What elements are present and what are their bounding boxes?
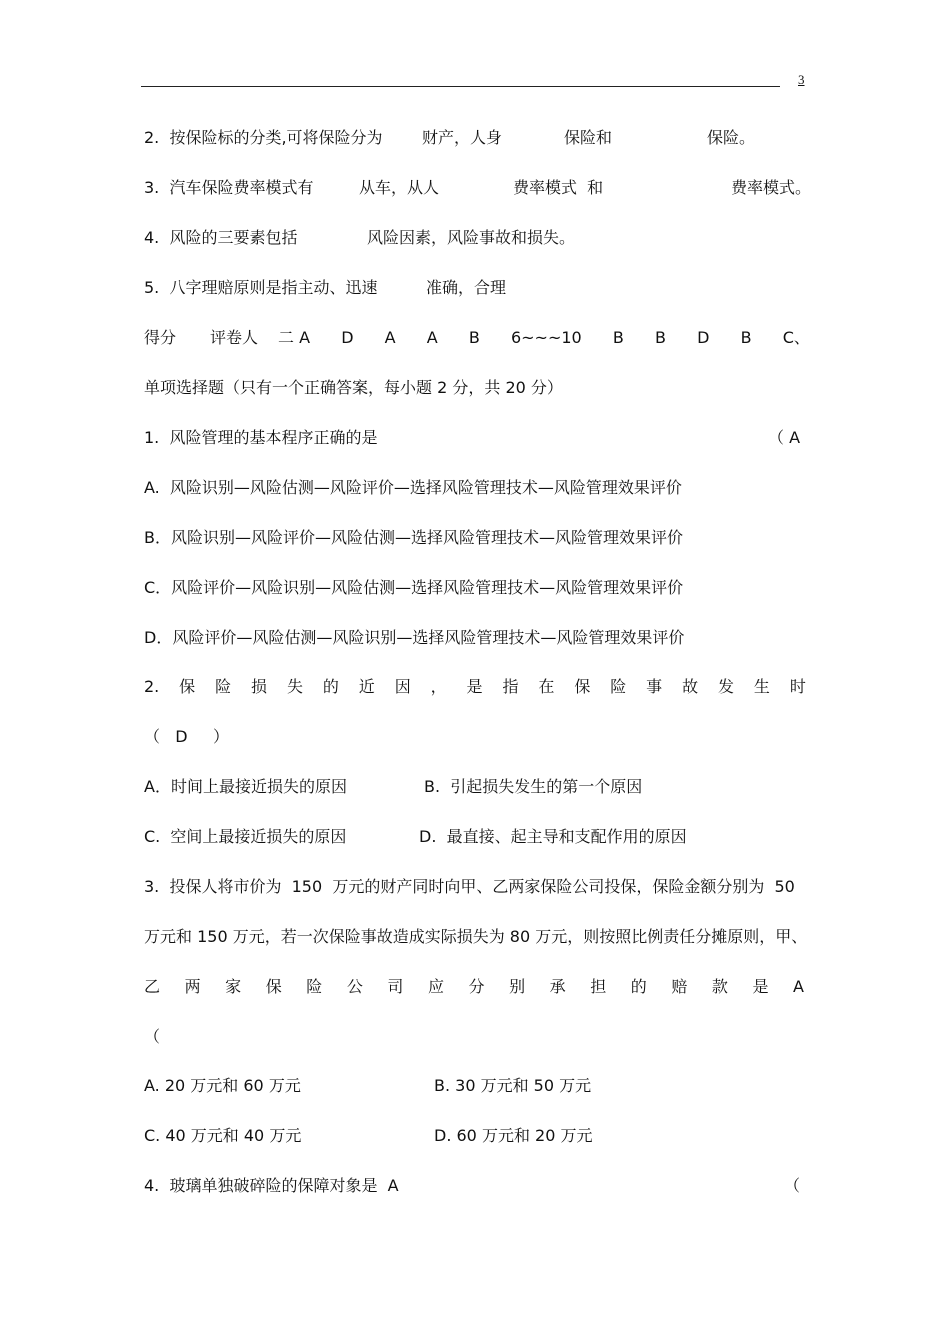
stem-char: 险	[215, 677, 232, 696]
question-3-line-4: （	[144, 1027, 161, 1046]
question-2-option-c: C. 空间上最接近损失的原因	[144, 827, 347, 846]
question-3-line-3	[144, 976, 806, 998]
stem-char: 损	[251, 677, 268, 696]
stem-char: 司	[387, 977, 404, 996]
stem-char: 的	[322, 677, 339, 696]
question-2-answer: （ D ）	[144, 727, 230, 746]
stem-char: 时	[789, 677, 806, 696]
question-3-line-1: 3. 投保人将市价为 150 万元的财产同时向甲、乙两家保险公司投保，保险金额分别为 50	[144, 877, 795, 896]
stem-char: 失	[286, 677, 303, 696]
question-1-stem: 1. 风险管理的基本程序正确的是	[144, 428, 378, 447]
question-2-option-d: D. 最直接、起主导和支配作用的原因	[419, 827, 687, 846]
fill-in-q5: 5. 八字理赔原则是指主动、迅速	[144, 278, 378, 297]
question-3-option-a: A. 20 万元和 60 万元	[144, 1076, 301, 1095]
page-number: 3	[798, 72, 805, 87]
question-1-option-a: A. 风险识别—风险估测—风险评价—选择风险管理技术—风险管理效果评价	[144, 478, 682, 497]
stem-char: 赔	[671, 977, 688, 996]
stem-char: 2.	[144, 677, 160, 696]
grader-label: 评卷人	[210, 328, 259, 347]
question-1-answer: （ A	[768, 428, 801, 447]
stem-char: 险	[610, 677, 627, 696]
stem-char: 指	[502, 677, 519, 696]
stem-char: 因	[394, 677, 411, 696]
fill-in-q2: 2. 按保险标的分类,可将保险分为	[144, 128, 383, 147]
stem-char: 是	[466, 677, 483, 696]
fill-in-q3-answer-1: 从车，从人	[359, 178, 440, 197]
question-2-option-a: A．时间上最接近损失的原因	[144, 777, 347, 796]
stem-char: 分	[468, 977, 485, 996]
stem-char: 险	[306, 977, 323, 996]
stem-char: 乙	[144, 977, 161, 996]
question-1-option-d: D．风险评价—风险估测—风险识别—选择风险管理技术—风险管理效果评价	[144, 628, 685, 647]
stem-char: 别	[509, 977, 526, 996]
stem-char: 款	[711, 977, 728, 996]
question-2-option-b: B. 引起损失发生的第一个原因	[424, 777, 643, 796]
header-rule	[141, 86, 780, 87]
stem-char: 生	[753, 677, 770, 696]
stem-char: 保	[265, 977, 282, 996]
answer-key-item: B	[655, 328, 666, 347]
answer-key-item: B	[468, 328, 480, 347]
question-1-option-b: B．风险识别—风险评价—风险估测—选择风险管理技术—风险管理效果评价	[144, 528, 683, 547]
stem-char: 担	[590, 977, 607, 996]
stem-char: 是	[752, 977, 769, 996]
fill-in-q5-answer: 准确，合理	[426, 278, 507, 297]
stem-char: 故	[682, 677, 699, 696]
answer-key-item: A	[384, 328, 396, 347]
question-4-stem: 4. 玻璃单独破碎险的保障对象是 A	[144, 1176, 399, 1195]
stem-char: ，	[430, 677, 447, 696]
score-label: 得分	[144, 328, 177, 347]
stem-char: 近	[358, 677, 375, 696]
answer-key-item: D	[697, 328, 710, 347]
fill-in-q2-answer-3: 保险。	[707, 128, 756, 147]
answer-key-item: A	[426, 328, 438, 347]
fill-in-q4-answer: 风险因素，风险事故和损失。	[367, 228, 576, 247]
fill-in-q2-answer-2: 保险和	[564, 128, 613, 147]
fill-in-q4: 4. 风险的三要素包括	[144, 228, 298, 247]
stem-char: 事	[646, 677, 663, 696]
question-4-answer: （	[784, 1176, 801, 1195]
question-1-option-c: C．风险评价—风险识别—风险估测—选择风险管理技术—风险管理效果评价	[144, 578, 684, 597]
answer-key-item: D	[341, 328, 354, 347]
answer-key-item: 6~~~10	[510, 328, 582, 347]
stem-char: 公	[346, 977, 363, 996]
stem-char: 承	[549, 977, 566, 996]
stem-char: 应	[427, 977, 444, 996]
stem-char: 保	[179, 677, 196, 696]
answer-key-row	[278, 327, 810, 349]
stem-char: 的	[630, 977, 647, 996]
stem-char: 在	[538, 677, 555, 696]
question-3-option-c: C. 40 万元和 40 万元	[144, 1126, 302, 1145]
answer-key-item: B	[612, 328, 624, 347]
question-2-stem	[144, 676, 806, 698]
question-3-option-b: B. 30 万元和 50 万元	[434, 1076, 592, 1095]
stem-char: 家	[225, 977, 242, 996]
fill-in-q3: 3. 汽车保险费率模式有	[144, 178, 314, 197]
question-3-option-d: D. 60 万元和 20 万元	[434, 1126, 593, 1145]
fill-in-q3-answer-2: 费率模式 和	[513, 178, 604, 197]
stem-char: 两	[184, 977, 201, 996]
stem-char: 保	[574, 677, 591, 696]
section-title: 单项选择题（只有一个正确答案，每小题 2 分，共 20 分）	[144, 378, 563, 397]
stem-char: 发	[718, 677, 735, 696]
question-3-line-2: 万元和 150 万元，若一次保险事故造成实际损失为 80 万元，则按照比例责任分摊原则，甲、	[144, 927, 808, 946]
answer-key-item: C、	[782, 328, 810, 347]
answer-key-item: 二 A	[278, 328, 311, 347]
fill-in-q2-answer-1: 财产，人身	[422, 128, 503, 147]
fill-in-q3-answer-3: 费率模式。	[731, 178, 812, 197]
question-3-answer: A	[793, 977, 804, 996]
answer-key-item: B	[740, 328, 752, 347]
